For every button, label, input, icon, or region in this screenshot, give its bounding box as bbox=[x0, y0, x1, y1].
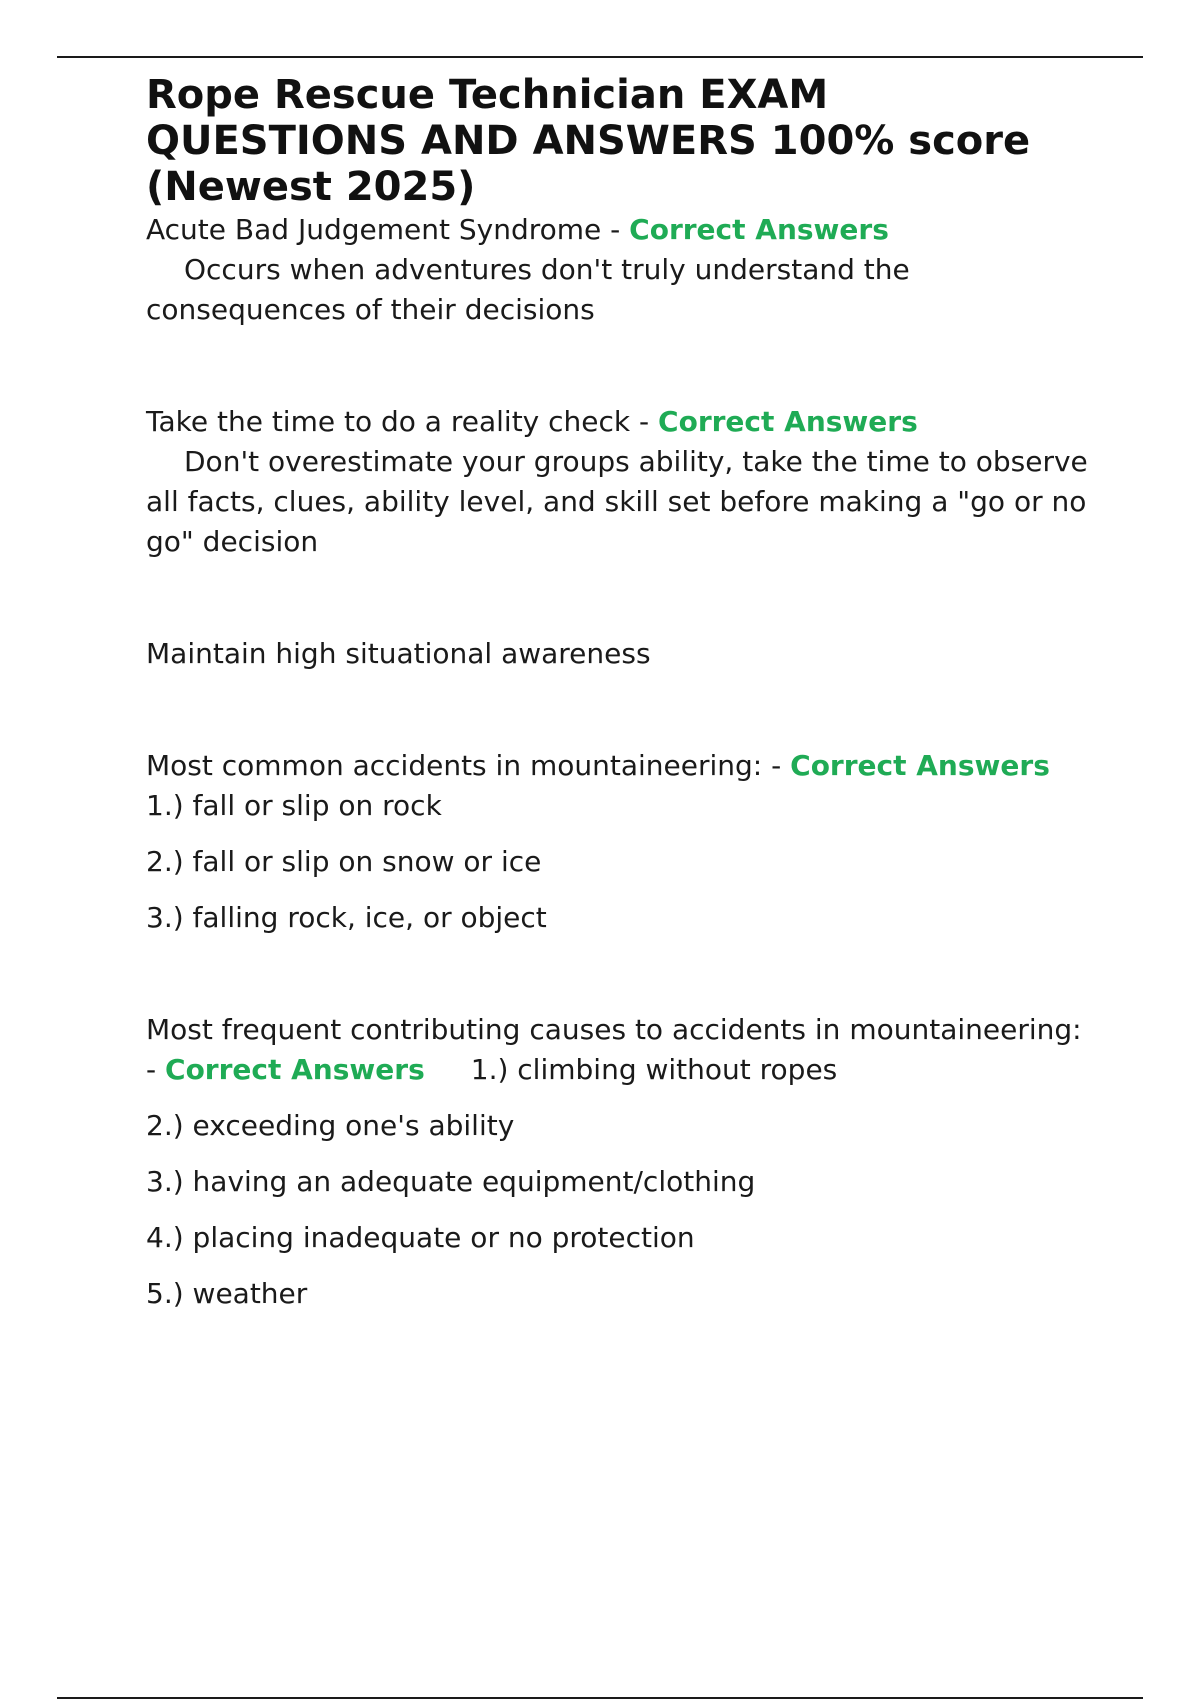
list-item: 3.) falling rock, ice, or object bbox=[146, 901, 547, 934]
list-item: 3.) having an adequate equipment/clothing bbox=[146, 1165, 756, 1198]
list-item: 4.) placing inadequate or no protection bbox=[146, 1221, 695, 1254]
separator: - bbox=[762, 749, 791, 782]
answer-text: Occurs when adventures don't truly understand the consequences of their decisions bbox=[146, 253, 910, 326]
document-title: Rope Rescue Technician EXAM QUESTIONS AND ANSWERS 100% score (Newest 2025) bbox=[146, 72, 1031, 210]
qa-entry bbox=[146, 402, 1096, 562]
separator: - bbox=[601, 213, 630, 246]
document-body bbox=[146, 72, 1096, 1314]
correct-answers-tag: Correct Answers bbox=[165, 1053, 425, 1086]
question-term: Most frequent contributing causes to accidents in mountaineering: bbox=[146, 1013, 1082, 1046]
question-term: Acute Bad Judgement Syndrome bbox=[146, 213, 602, 246]
question-term: Most common accidents in mountaineering: bbox=[146, 749, 763, 782]
list-item: 2.) fall or slip on snow or ice bbox=[146, 845, 542, 878]
list-item: 2.) exceeding one's ability bbox=[146, 1109, 515, 1142]
top-rule bbox=[57, 56, 1143, 58]
qa-entry bbox=[146, 634, 1096, 674]
correct-answers-tag: Correct Answers bbox=[790, 749, 1050, 782]
question-term: Maintain high situational awareness bbox=[146, 637, 651, 670]
bottom-rule bbox=[57, 1697, 1143, 1699]
separator: - bbox=[146, 1053, 166, 1086]
list-item: 1.) climbing without ropes bbox=[470, 1053, 838, 1086]
qa-entry bbox=[146, 746, 1096, 826]
qa-entry bbox=[146, 210, 1096, 330]
qa-entry bbox=[146, 1010, 1096, 1090]
question-term: Take the time to do a reality check bbox=[146, 405, 631, 438]
correct-answers-tag: Correct Answers bbox=[629, 213, 889, 246]
list-item: 1.) fall or slip on rock bbox=[146, 789, 442, 822]
answer-text: Don't overestimate your groups ability, take the time to observe all facts, clues, ability level, and skill set before making a "go or no go" decision bbox=[146, 445, 1088, 558]
list-item: 5.) weather bbox=[146, 1277, 308, 1310]
separator: - bbox=[630, 405, 659, 438]
correct-answers-tag: Correct Answers bbox=[658, 405, 918, 438]
